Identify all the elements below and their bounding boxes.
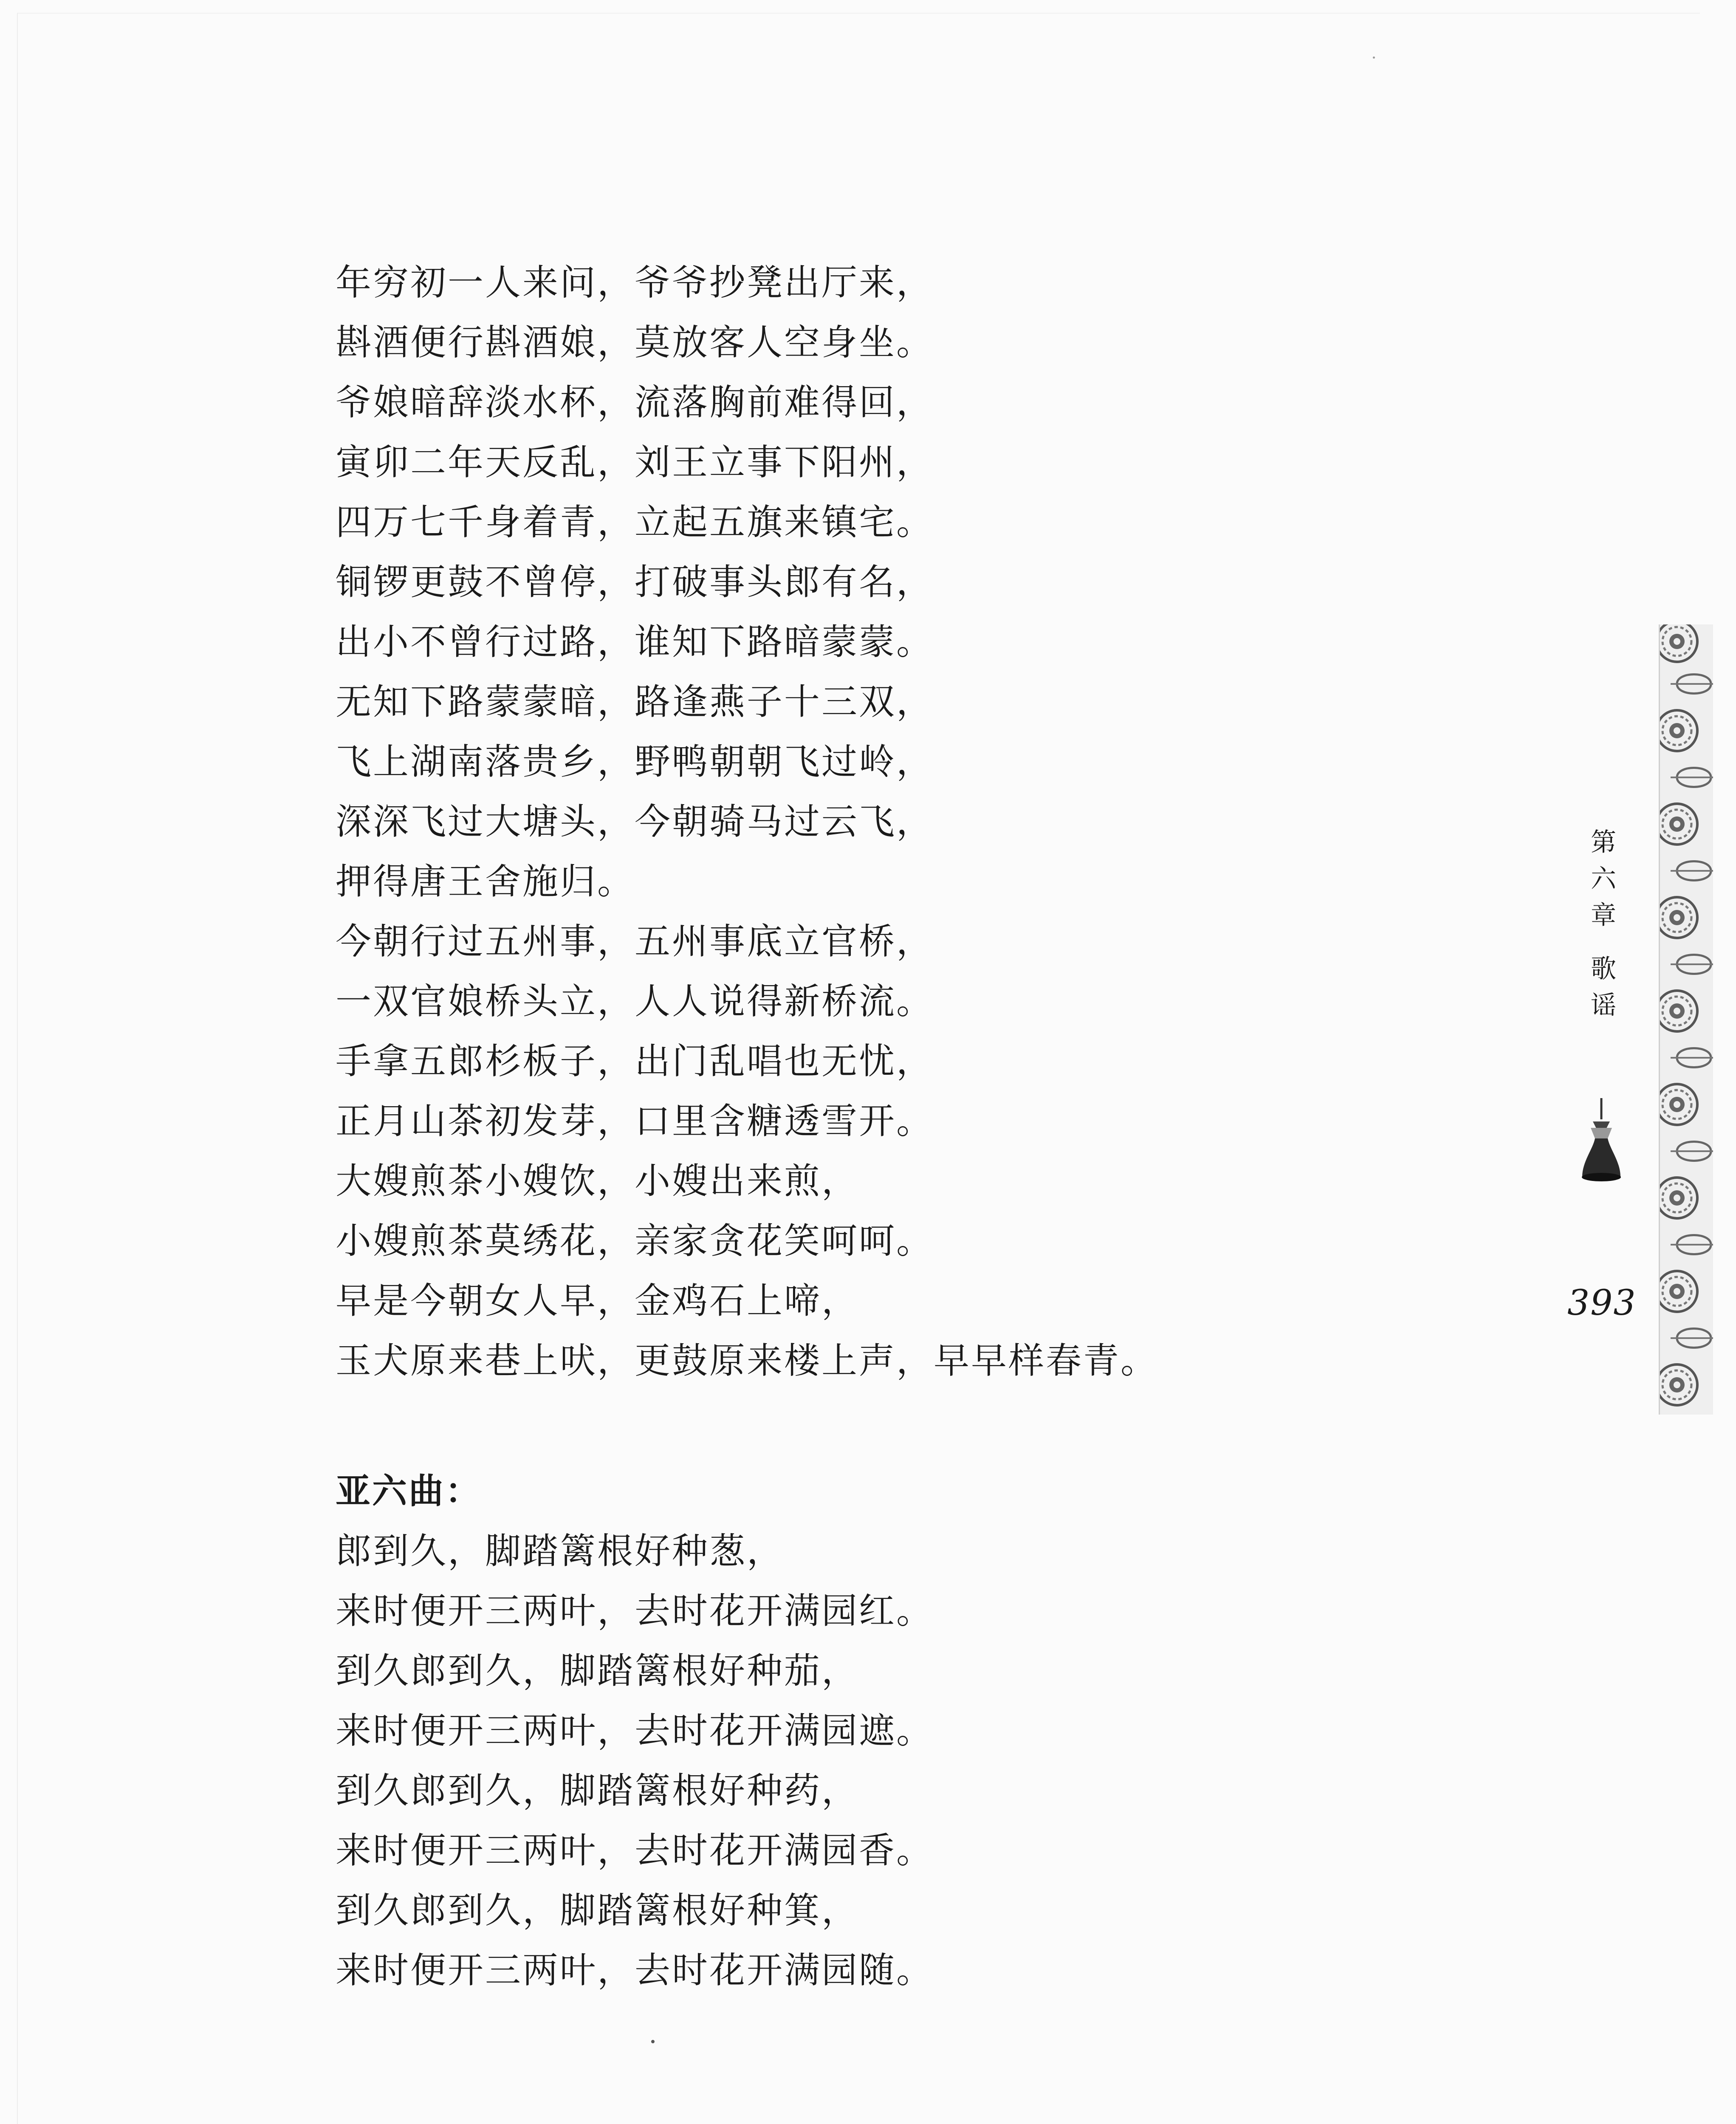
poem-line: 今朝行过五州事，五州事底立官桥， [336, 921, 934, 962]
floral-pattern-icon [1660, 624, 1713, 1415]
song-line: 到久郎到久，脚踏篱根好种箕， [336, 1890, 859, 1931]
poem-line: 爷娘暗辞淡水杯，流落胸前难得回， [336, 381, 934, 423]
song-section [336, 1461, 1567, 2000]
section-title: 亚六曲： [336, 1471, 482, 1511]
poem-line: 早是今朝女人早，金鸡石上啼， [336, 1280, 859, 1322]
chapter-label [1582, 824, 1625, 1024]
song-line: 到久郎到久，脚踏篱根好种茄， [336, 1650, 859, 1692]
chapter-char: 歌 [1591, 954, 1616, 984]
chapter-char: 六 [1591, 864, 1616, 894]
poem-line: 玉犬原来巷上吠，更鼓原来楼上声，早早样春青。 [336, 1340, 1158, 1381]
scan-speck [651, 2040, 655, 2043]
poem-line: 四万七千身着青，立起五旗来镇宅。 [336, 501, 934, 543]
poem-line: 飞上湖南落贵乡，野鸭朝朝飞过岭， [336, 741, 934, 782]
chapter-char: 章 [1591, 901, 1616, 930]
poem-line: 正月山茶初发芽，口里含糖透雪开。 [336, 1100, 934, 1142]
poem-line: 押得唐王舍施归。 [336, 861, 635, 902]
page-number: 393 [1567, 1283, 1637, 1323]
poem-line: 深深飞过大塘头，今朝骑马过云飞， [336, 801, 934, 842]
poem-line: 大嫂煎茶小嫂饮，小嫂出来煎， [336, 1160, 859, 1202]
poem-line: 手拿五郎杉板子，出门乱唱也无忧， [336, 1040, 934, 1082]
chapter-char: 第 [1591, 828, 1616, 857]
bell-icon [1578, 1098, 1625, 1183]
song-line: 来时便开三两叶，去时花开满园随。 [336, 1949, 934, 1991]
chapter-number-label [1582, 824, 1625, 934]
chapter-title-label [1582, 951, 1625, 1024]
poem-block [336, 253, 1567, 1391]
song-line: 来时便开三两叶，去时花开满园红。 [336, 1590, 934, 1632]
poem-line: 年穷初一人来问，爷爷抄凳出厅来， [336, 262, 934, 303]
song-line: 郎到久，脚踏篱根好种葱， [336, 1530, 785, 1572]
song-line: 到久郎到久，脚踏篱根好种药， [336, 1770, 859, 1811]
poem-line: 一双官娘桥头立，人人说得新桥流。 [336, 980, 934, 1022]
chapter-char: 谣 [1591, 991, 1616, 1020]
poem-line: 小嫂煎茶莫绣花，亲家贪花笑呵呵。 [336, 1220, 934, 1262]
floral-band-ornament [1659, 624, 1713, 1415]
poem-line: 无知下路蒙蒙暗，路逢燕子十三双， [336, 681, 934, 723]
scan-speck [1373, 56, 1375, 59]
poem-line: 出小不曾行过路，谁知下路暗蒙蒙。 [336, 621, 934, 663]
poem-line: 铜锣更鼓不曾停，打破事头郎有名， [336, 561, 934, 603]
song-line: 来时便开三两叶，去时花开满园遮。 [336, 1710, 934, 1751]
poem-line: 寅卯二年天反乱，刘王立事下阳州， [336, 441, 934, 483]
song-line: 来时便开三两叶，去时花开满园香。 [336, 1830, 934, 1871]
poem-line: 斟酒便行斟酒娘，莫放客人空身坐。 [336, 322, 934, 363]
